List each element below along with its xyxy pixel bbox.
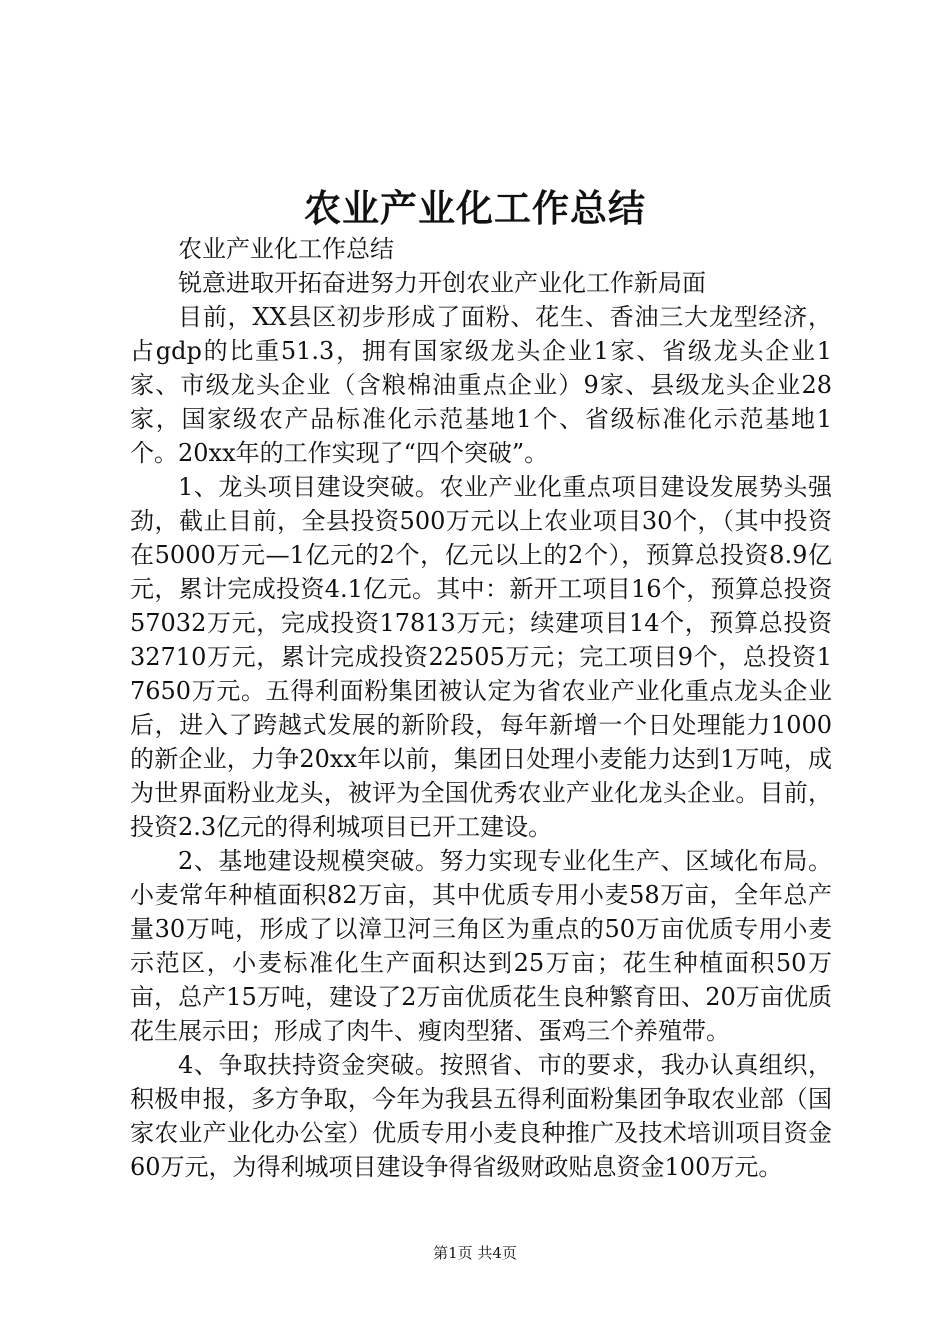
theme-paragraph: 锐意进取开拓奋进努力开创农业产业化工作新局面	[178, 269, 706, 297]
document-body	[130, 232, 832, 1184]
intro-paragraph: 目前，XX县区初步形成了面粉、花生、香油三大龙型经济，占gdp的比重51.3，拥有国家级龙头企业1家、省级龙头企业1家、市级龙头企业（含粮棉油重点企业）9家、县级龙头企业28家，国家级农产品标准化示范基地1个、省级标准化示范基地1个。20xx年的工作实现了“四个突破”。	[130, 303, 832, 467]
section-2-paragraph: 2、基地建设规模突破。努力实现专业化生产、区域化布局。小麦常年种植面积82万亩，其中优质专用小麦58万亩，全年总产量30万吨，形成了以漳卫河三角区为重点的50万亩优质专用小麦示范区，小麦标准化生产面积达到25万亩；花生种植面积50万亩，总产15万吨，建设了2万亩优质花生良种繁育田、20万亩优质花生展示田；形成了肉牛、瘦肉型猪、蛋鸡三个养殖带。	[130, 847, 832, 1045]
section-4-paragraph: 4、争取扶持资金突破。按照省、市的要求，我办认真组织，积极申报，多方争取，今年为我县五得利面粉集团争取农业部（国家农业产业化办公室）优质专用小麦良种推广及技术培训项目资金60万元，为得利城项目建设争得省级财政贴息资金100万元。	[130, 1051, 832, 1181]
subtitle-paragraph: 农业产业化工作总结	[178, 235, 394, 263]
section-1-paragraph: 1、龙头项目建设突破。农业产业化重点项目建设发展势头强劲，截止目前，全县投资500万元以上农业项目30个，（其中投资在5000万元—1亿元的2个，亿元以上的2个），预算总投资8.9亿元，累计完成投资4.1亿元。其中：新开工项目16个，预算总投资57032万元，完成投资17813万元；续建项目14个，预算总投资32710万元，累计完成投资22505万元；完工项目9个，总投资17650万元。五得利面粉集团被认定为省农业产业化重点龙头企业后，进入了跨越式发展的新阶段，每年新增一个日处理能力1000的新企业，力争20xx年以前，集团日处理小麦能力达到1万吨，成为世界面粉业龙头，被评为全国优秀农业产业化龙头企业。目前，投资2.3亿元的得利城项目已开工建设。	[130, 473, 832, 841]
page-number-footer: 第1页 共4页	[433, 1244, 517, 1262]
document-title: 农业产业化工作总结	[304, 186, 646, 230]
